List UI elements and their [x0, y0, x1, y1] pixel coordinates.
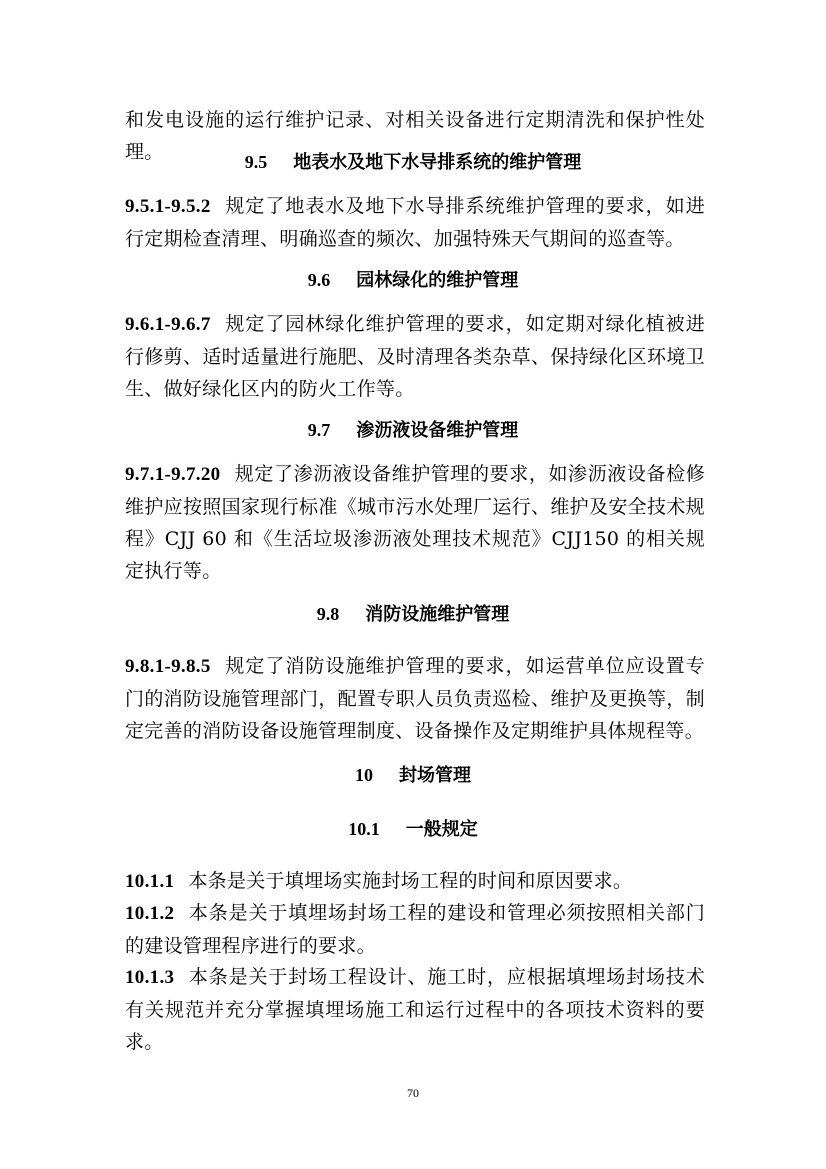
clause-text: 本条是关于填埋场实施封场工程的时间和原因要求。: [188, 870, 633, 892]
section-heading-9-7: [0, 417, 826, 444]
section-number: 9.6: [307, 270, 331, 290]
clause-text: 本条是关于填埋场封场工程的建设和管理必须按照相关部门的建设管理程序进行的要求。: [125, 902, 705, 957]
clause-text: 规定了地表水及地下水导排系统维护管理的要求，如进行定期检查清理、明确巡查的频次、加强特殊天气期间的巡查等。: [125, 195, 705, 250]
chapter-number: 10: [355, 765, 373, 785]
clause-paragraph-9-8: [125, 650, 705, 747]
section-number: 9.7: [307, 420, 331, 440]
clause-number: 10.1.1: [125, 871, 175, 892]
section-title: 消防设施维护管理: [365, 604, 510, 625]
clause-paragraph-10-1-1: [125, 865, 705, 898]
page-number: 70: [407, 1086, 419, 1100]
chapter-heading-10: [0, 762, 826, 789]
section-heading-9-5: [0, 149, 826, 176]
clause-number: 10.1.3: [125, 967, 175, 988]
section-number: 9.5: [244, 152, 268, 172]
clause-paragraph-9-5: [125, 190, 705, 255]
clause-text: 本条是关于封场工程设计、施工时，应根据填埋场封场技术有关规范并充分掌握填埋场施工和运行过程中的各项技术资料的要求。: [125, 966, 705, 1053]
clause-paragraph-9-6: [125, 308, 705, 405]
clause-number: 10.1.2: [125, 903, 175, 924]
clause-number: 9.8.1-9.8.5: [125, 656, 211, 677]
section-heading-9-6: [0, 267, 826, 294]
clause-paragraph-9-7: [125, 458, 705, 587]
section-title: 渗沥液设备维护管理: [356, 420, 519, 441]
clause-text: 规定了园林绿化维护管理的要求，如定期对绿化植被进行修剪、适时适量进行施肥、及时清理各类杂草、保持绿化区环境卫生、做好绿化区内的防火工作等。: [125, 313, 705, 400]
intro-text: 和发电设施的运行维护记录、对相关设备进行定期清洗和保护性处理。: [125, 109, 705, 163]
chapter-title: 封场管理: [399, 765, 471, 786]
subsection-title: 一般规定: [405, 819, 478, 840]
section-title: 地表水及地下水导排系统的维护管理: [293, 152, 582, 173]
clause-text: 规定了消防设施维护管理的要求，如运营单位应设置专门的消防设施管理部门，配置专职人员负责巡检、维护及更换等，制定完善的消防设备设施管理制度、设备操作及定期维护具体规程等。: [125, 655, 705, 742]
subsection-heading-10-1: [0, 816, 826, 843]
clause-paragraph-10-1-3: [125, 961, 705, 1058]
clause-text: 规定了渗沥液设备维护管理的要求，如渗沥液设备检修维护应按照国家现行标准《城市污水处理厂运行、维护及安全技术规程》CJJ 60 和《生活垃圾渗沥液处理技术规范》CJJ150 的相关规定执行等。: [125, 463, 705, 582]
subsection-number: 10.1: [348, 819, 380, 839]
clause-number: 9.6.1-9.6.7: [125, 314, 211, 335]
clause-number: 9.5.1-9.5.2: [125, 196, 211, 217]
clause-number: 9.7.1-9.7.20: [125, 464, 221, 485]
section-title: 园林绿化的维护管理: [356, 270, 519, 291]
section-heading-9-8: [0, 601, 826, 628]
clause-paragraph-10-1-2: [125, 897, 705, 962]
section-number: 9.8: [316, 604, 340, 624]
